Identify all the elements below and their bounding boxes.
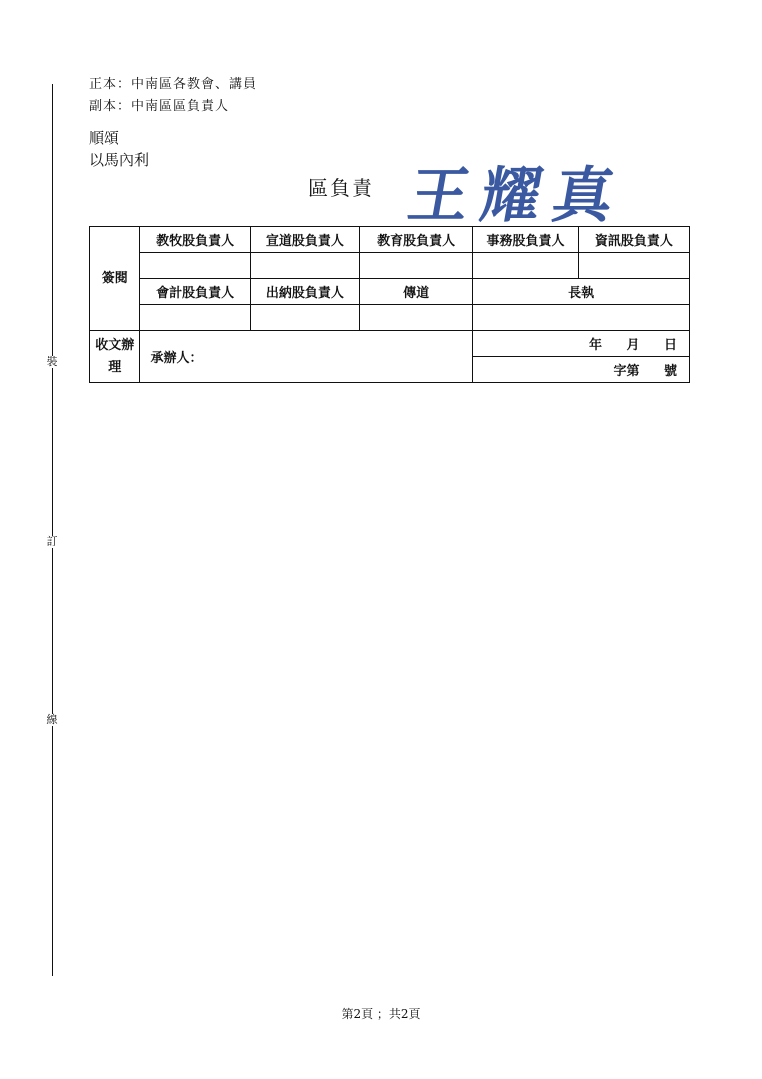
- header-accounting: 會計股負責人: [140, 279, 250, 305]
- sign-cell-preacher[interactable]: [360, 305, 473, 331]
- binding-char-ding: 訂: [46, 535, 58, 548]
- sign-cell-information[interactable]: [578, 253, 689, 279]
- sign-cell-elders[interactable]: [473, 305, 690, 331]
- binding-char-zhuang: 裝: [46, 355, 58, 368]
- sign-cell-cashier[interactable]: [250, 305, 359, 331]
- receipt-date-field[interactable]: 年 月 日: [473, 331, 690, 357]
- sign-cell-mission[interactable]: [250, 253, 359, 279]
- header-elders: 長執: [473, 279, 690, 305]
- binding-line: [52, 84, 53, 976]
- sign-cell-accounting[interactable]: [140, 305, 250, 331]
- header-pastoral: 教牧股負責人: [140, 227, 250, 253]
- header-mission: 宣道股負責人: [250, 227, 359, 253]
- closing-greeting: [89, 127, 149, 171]
- signature-image: 王耀真: [402, 161, 632, 231]
- header-affairs: 事務股負責人: [473, 227, 578, 253]
- receipt-label: 收文辦理: [90, 331, 140, 383]
- original-recipients: 正本：中南區各教會、講員: [89, 77, 258, 92]
- handler-field[interactable]: 承辦人：: [140, 331, 473, 383]
- sign-cell-pastoral[interactable]: [140, 253, 250, 279]
- document-number-field[interactable]: 字第 號: [473, 357, 690, 383]
- sign-cell-education[interactable]: [360, 253, 473, 279]
- copies-block: [89, 74, 257, 118]
- review-label: 簽閱: [90, 227, 140, 331]
- approval-table: [89, 226, 690, 383]
- signer-title: 區負責: [308, 176, 374, 200]
- greeting-line-2: 以馬內利: [89, 151, 150, 169]
- sign-cell-affairs[interactable]: [473, 253, 578, 279]
- binding-char-xian: 線: [46, 713, 58, 726]
- header-cashier: 出納股負責人: [250, 279, 359, 305]
- duplicate-recipients: 副本：中南區區負責人: [89, 99, 230, 114]
- header-preacher: 傳道: [360, 279, 473, 305]
- header-education: 教育股負責人: [360, 227, 473, 253]
- greeting-line-1: 順頌: [89, 129, 120, 147]
- page-footer: 第2頁 ；共2頁: [341, 1007, 421, 1021]
- header-information: 資訊股負責人: [578, 227, 689, 253]
